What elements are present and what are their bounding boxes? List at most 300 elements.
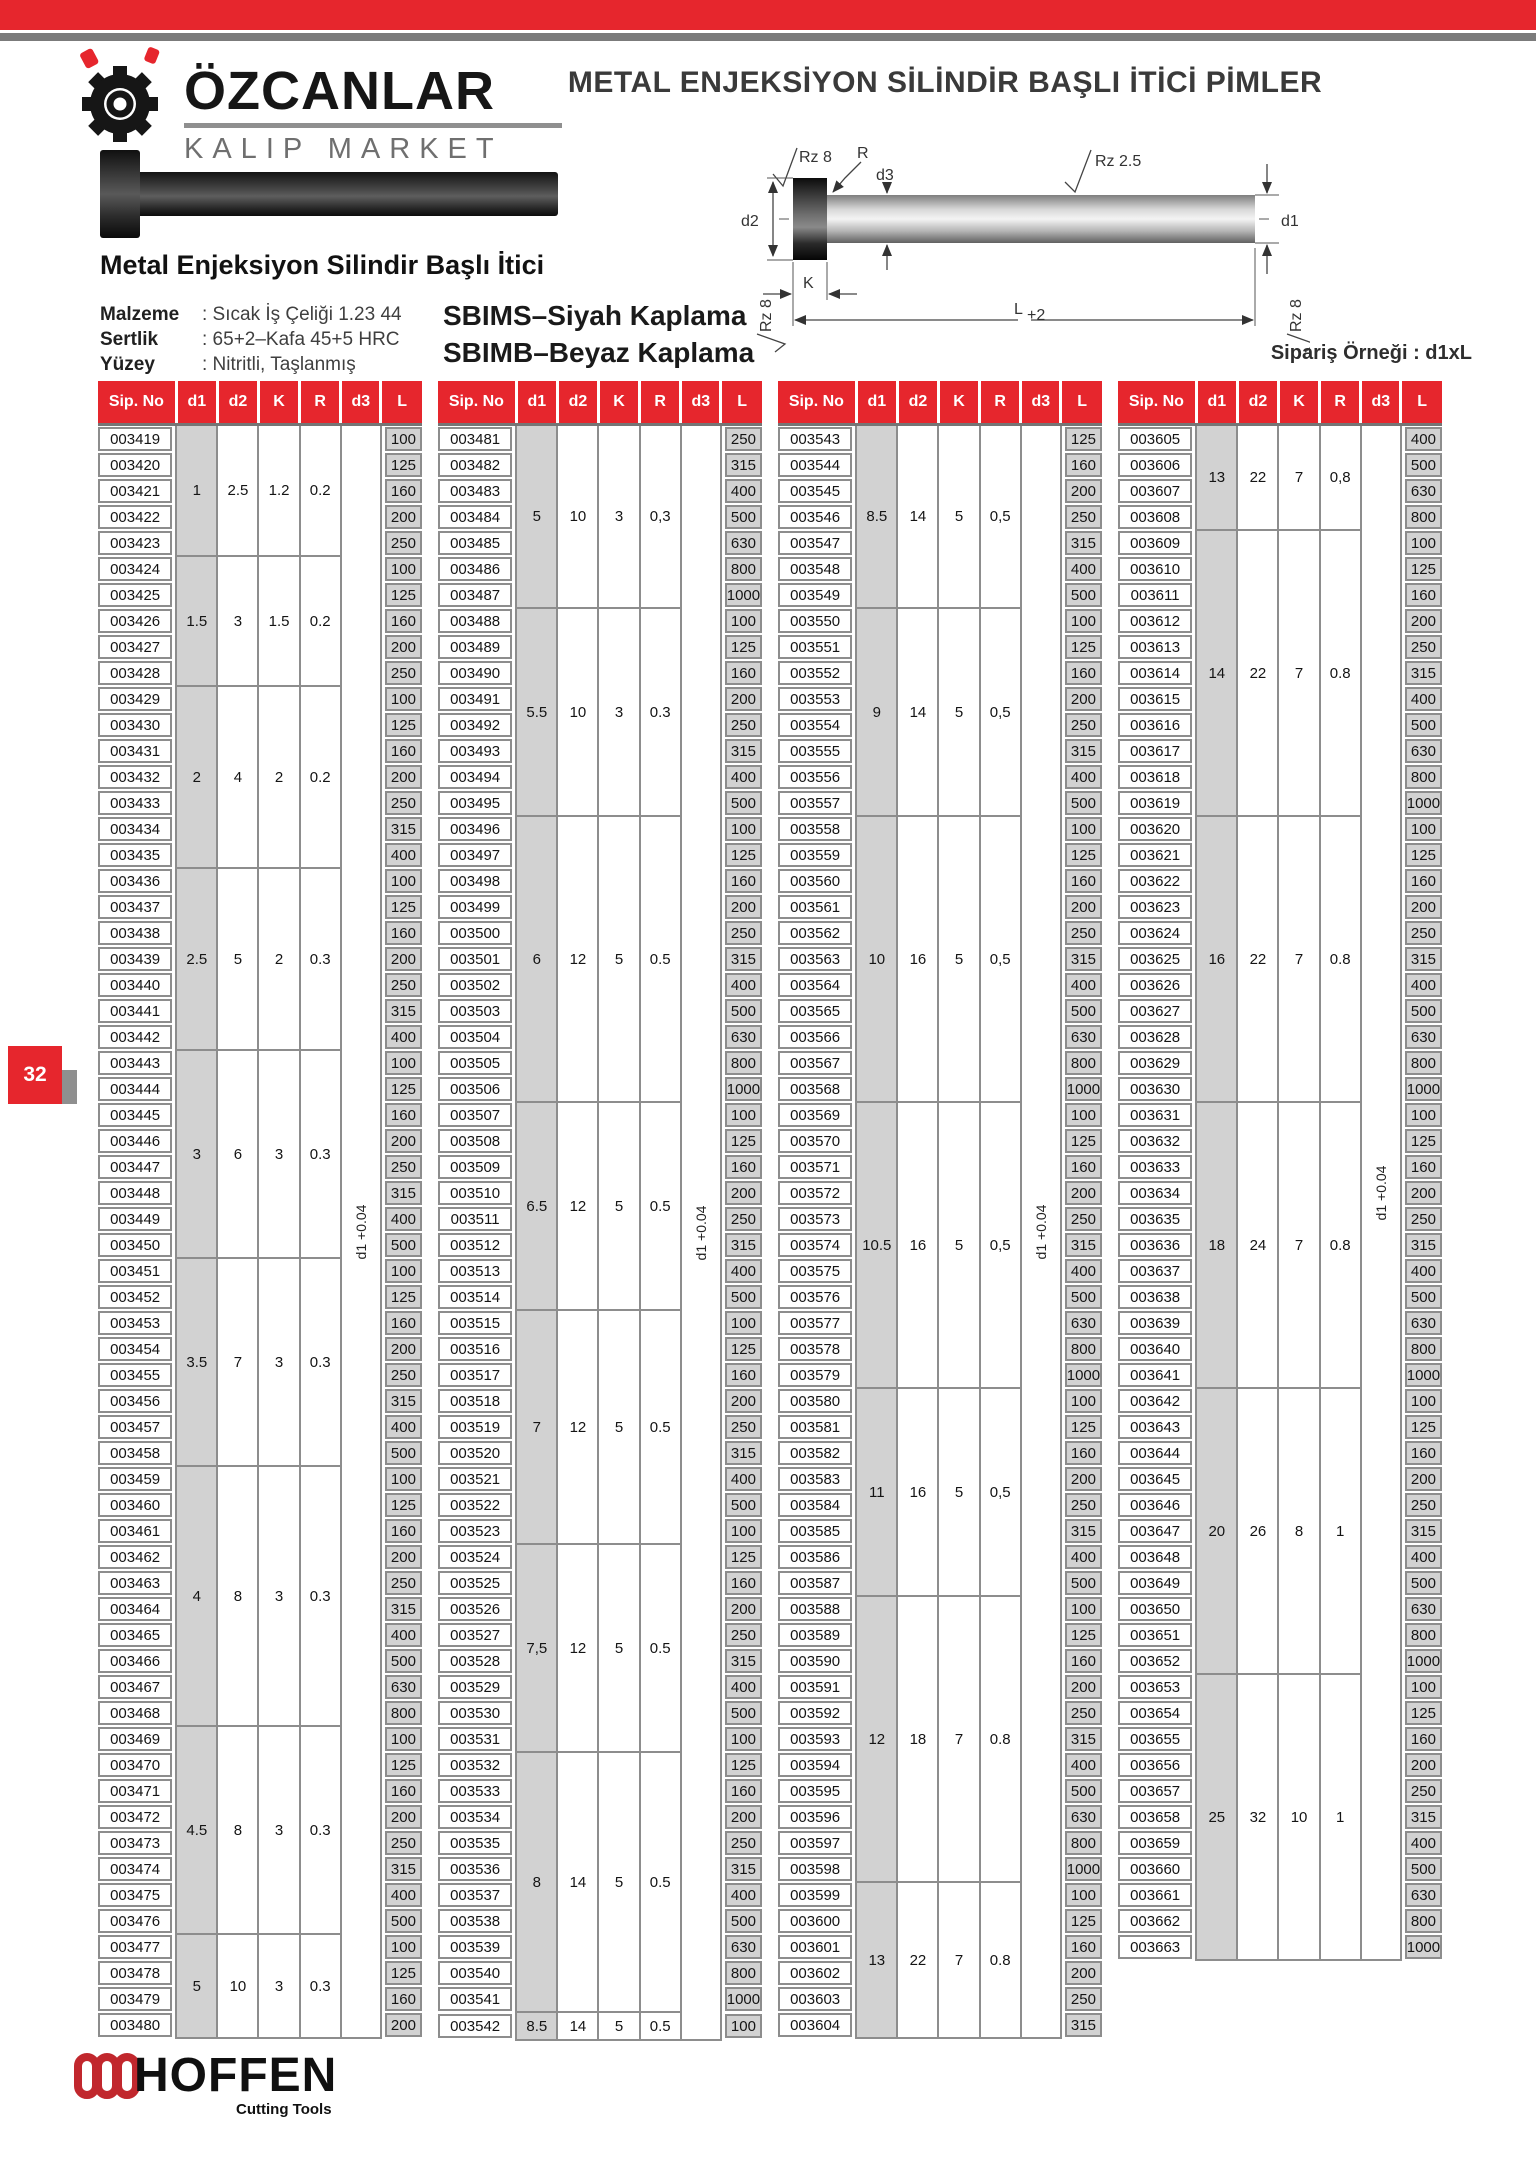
spec-label: Sertlik	[100, 328, 159, 350]
sip-no: 003426	[98, 609, 172, 633]
sip-no: 003493	[438, 739, 512, 763]
sip-no: 003465	[98, 1623, 172, 1647]
sip-no: 003591	[778, 1675, 852, 1699]
sip-no: 003498	[438, 869, 512, 893]
length-value: 200	[1065, 895, 1102, 919]
length-value: 1000	[1405, 791, 1442, 815]
sip-no: 003584	[778, 1493, 852, 1517]
length-value: 315	[385, 1857, 422, 1881]
page-title: METAL ENJEKSİYON SİLİNDİR BAŞLI İTİCİ PİMLER	[567, 66, 1323, 99]
length-value: 400	[725, 1259, 762, 1283]
length-value: 250	[385, 661, 422, 685]
spec-row-malzeme	[100, 302, 402, 327]
length-value: 160	[725, 661, 762, 685]
d1-value: 13	[856, 1882, 897, 2038]
sip-no: 003501	[438, 947, 512, 971]
sip-no: 003553	[778, 687, 852, 711]
k-value: 3	[258, 1050, 299, 1258]
sip-no: 003459	[98, 1467, 172, 1491]
sip-no: 003526	[438, 1597, 512, 1621]
sip-no: 003661	[1118, 1883, 1192, 1907]
sip-no: 003458	[98, 1441, 172, 1465]
d3-column	[1361, 425, 1401, 1961]
length-value: 125	[725, 635, 762, 659]
sip-no: 003579	[778, 1363, 852, 1387]
length-value: 125	[725, 1129, 762, 1153]
sip-no: 003448	[98, 1181, 172, 1205]
length-value: 800	[1065, 1051, 1102, 1075]
length-value: 630	[725, 531, 762, 555]
sip-no: 003597	[778, 1831, 852, 1855]
d1-value: 1	[176, 425, 217, 557]
coating-sbimb: SBIMB–Beyaz Kaplama	[443, 336, 755, 368]
k-value: 1.5	[258, 556, 299, 686]
length-value: 630	[1405, 1883, 1442, 1907]
length-value: 200	[1405, 1467, 1442, 1491]
sip-no: 003654	[1118, 1701, 1192, 1725]
sip-no: 003569	[778, 1103, 852, 1127]
product-photo-head	[100, 150, 140, 238]
length-value: 200	[1405, 895, 1442, 919]
length-value: 100	[1065, 1103, 1102, 1127]
sip-no: 003649	[1118, 1571, 1192, 1595]
length-value: 125	[1065, 1129, 1102, 1153]
k-value: 2	[258, 868, 299, 1050]
length-value: 125	[1065, 843, 1102, 867]
length-value: 125	[385, 895, 422, 919]
length-value: 315	[725, 1649, 762, 1673]
sip-no: 003634	[1118, 1181, 1192, 1205]
length-value: 500	[1405, 713, 1442, 737]
length-value: 200	[385, 765, 422, 789]
length-value: 500	[1065, 791, 1102, 815]
length-value: 500	[725, 1701, 762, 1725]
sip-no: 003420	[98, 453, 172, 477]
length-value: 1000	[725, 583, 762, 607]
rz8-left-label: Rz 8	[758, 299, 775, 332]
product-photo	[100, 150, 560, 238]
sip-no: 003464	[98, 1597, 172, 1621]
sip-no: 003643	[1118, 1415, 1192, 1439]
length-value: 200	[1405, 1181, 1442, 1205]
d1-value: 13	[1196, 425, 1237, 531]
d2-value: 14	[557, 1752, 598, 2012]
column-header: L	[1061, 381, 1102, 425]
length-value: 160	[725, 1571, 762, 1595]
r-value: 0,5	[980, 816, 1021, 1102]
length-value: 100	[1065, 1883, 1102, 1907]
r-value: 0.8	[1320, 530, 1361, 816]
d1-value: 8	[516, 1752, 557, 2012]
length-value: 250	[725, 921, 762, 945]
d2-value: 2.5	[217, 425, 258, 557]
sip-no: 003554	[778, 713, 852, 737]
sip-no: 003542	[438, 2014, 512, 2038]
sip-no: 003497	[438, 843, 512, 867]
sip-no: 003552	[778, 661, 852, 685]
d2-value: 10	[557, 608, 598, 816]
spec-value: : Nitritli, Taşlanmış	[202, 353, 356, 375]
sip-no: 003601	[778, 1935, 852, 1959]
length-value: 200	[1065, 1961, 1102, 1985]
r-value: 0.3	[640, 608, 681, 816]
catalog-table-3	[778, 381, 1102, 2039]
length-value: 160	[1065, 661, 1102, 685]
length-value: 800	[725, 1051, 762, 1075]
length-value: 100	[725, 1519, 762, 1543]
sip-no: 003642	[1118, 1389, 1192, 1413]
product-heading: Metal Enjeksiyon Silindir Başlı İtici	[100, 250, 545, 280]
k-value: 3	[258, 1466, 299, 1726]
length-label: L	[1014, 301, 1023, 318]
r-value: 1	[1320, 1388, 1361, 1674]
page-number-tab: 32	[8, 1046, 62, 1104]
length-value: 160	[725, 1363, 762, 1387]
length-value: 400	[385, 1207, 422, 1231]
length-value: 160	[385, 1311, 422, 1335]
sip-no: 003441	[98, 999, 172, 1023]
sip-no: 003468	[98, 1701, 172, 1725]
d2-value: 14	[557, 2012, 598, 2040]
sip-no: 003482	[438, 453, 512, 477]
length-value: 250	[385, 1831, 422, 1855]
sip-no: 003613	[1118, 635, 1192, 659]
k-label: K	[803, 275, 814, 292]
sip-no: 003621	[1118, 843, 1192, 867]
spec-value: : Sıcak İş Çeliği 1.23 44	[202, 303, 402, 325]
length-value: 500	[1065, 999, 1102, 1023]
length-value: 100	[1065, 609, 1102, 633]
k-value: 5	[598, 1102, 639, 1310]
length-value: 630	[385, 1675, 422, 1699]
length-value: 160	[1405, 1441, 1442, 1465]
sip-no: 003514	[438, 1285, 512, 1309]
r-value: 0,5	[980, 1102, 1021, 1388]
sip-no: 003492	[438, 713, 512, 737]
sip-no: 003583	[778, 1467, 852, 1491]
spec-label: Malzeme	[100, 303, 180, 325]
top-gray-bar	[0, 33, 1536, 41]
catalog-table-4	[1118, 381, 1442, 1961]
sip-no: 003528	[438, 1649, 512, 1673]
r-value: 0,3	[640, 425, 681, 609]
k-value: 7	[1278, 1102, 1319, 1388]
length-value: 100	[385, 869, 422, 893]
length-value: 500	[1405, 1571, 1442, 1595]
column-header: Sip. No	[438, 381, 516, 425]
length-value: 100	[385, 1051, 422, 1075]
spec-value: : 65+2–Kafa 45+5 HRC	[202, 328, 400, 350]
length-value: 800	[385, 1701, 422, 1725]
sip-no: 003419	[98, 427, 172, 451]
sip-no: 003533	[438, 1779, 512, 1803]
d1-value: 6.5	[516, 1102, 557, 1310]
length-value: 125	[385, 453, 422, 477]
sip-no: 003532	[438, 1753, 512, 1777]
length-value: 100	[1405, 1389, 1442, 1413]
sip-no: 003476	[98, 1909, 172, 1933]
sip-no: 003510	[438, 1181, 512, 1205]
sip-no: 003606	[1118, 453, 1192, 477]
d2-value: 6	[217, 1050, 258, 1258]
sip-no: 003507	[438, 1103, 512, 1127]
r-value: 0.5	[640, 1752, 681, 2012]
sip-no: 003537	[438, 1883, 512, 1907]
sip-no: 003575	[778, 1259, 852, 1283]
length-value: 125	[385, 1493, 422, 1517]
sip-no: 003534	[438, 1805, 512, 1829]
table-header-row	[438, 381, 762, 425]
k-value: 1.2	[258, 425, 299, 557]
k-value: 5	[598, 1310, 639, 1544]
length-value: 250	[1065, 1987, 1102, 2011]
sip-no: 003421	[98, 479, 172, 503]
length-value: 315	[1405, 1519, 1442, 1543]
length-value: 125	[385, 583, 422, 607]
length-value: 200	[725, 1389, 762, 1413]
sip-no: 003571	[778, 1155, 852, 1179]
length-value: 630	[1065, 1311, 1102, 1335]
length-value: 250	[1065, 921, 1102, 945]
catalog-table-1	[98, 381, 422, 2039]
length-value: 315	[1065, 1519, 1102, 1543]
sip-no: 003567	[778, 1051, 852, 1075]
sip-no: 003446	[98, 1129, 172, 1153]
d2-value: 5	[217, 868, 258, 1050]
length-value: 160	[385, 1103, 422, 1127]
length-value: 500	[725, 999, 762, 1023]
k-value: 7	[1278, 530, 1319, 816]
brand-name: ÖZCANLAR	[184, 61, 495, 121]
sip-no: 003560	[778, 869, 852, 893]
sip-no: 003521	[438, 1467, 512, 1491]
length-value: 800	[1405, 1909, 1442, 1933]
sip-no: 003656	[1118, 1753, 1192, 1777]
sip-no: 003655	[1118, 1727, 1192, 1751]
sip-no: 003509	[438, 1155, 512, 1179]
length-value: 400	[1405, 1545, 1442, 1569]
sip-no: 003557	[778, 791, 852, 815]
length-value: 630	[1065, 1805, 1102, 1829]
length-value: 160	[1065, 869, 1102, 893]
length-value: 800	[1405, 1337, 1442, 1361]
r-value: 0.5	[640, 1310, 681, 1544]
length-value: 100	[1405, 531, 1442, 555]
coating-options	[443, 298, 754, 372]
length-value: 250	[1405, 921, 1442, 945]
brand-divider	[184, 123, 562, 128]
length-value: 315	[1065, 1233, 1102, 1257]
d1-value: 1.5	[176, 556, 217, 686]
sip-no: 003437	[98, 895, 172, 919]
sip-no: 003442	[98, 1025, 172, 1049]
sip-no: 003499	[438, 895, 512, 919]
column-header: K	[258, 381, 299, 425]
sip-no: 003477	[98, 1935, 172, 1959]
sip-no: 003515	[438, 1311, 512, 1335]
sip-no: 003506	[438, 1077, 512, 1101]
catalog-table-2	[438, 381, 762, 2041]
column-header: L	[1401, 381, 1442, 425]
length-value: 250	[385, 531, 422, 555]
sip-no: 003484	[438, 505, 512, 529]
k-value: 5	[598, 816, 639, 1102]
r-value: 0,5	[980, 1388, 1021, 1596]
length-value: 125	[1405, 1415, 1442, 1439]
r-value: 0.8	[1320, 816, 1361, 1102]
length-value: 315	[385, 817, 422, 841]
sip-no: 003483	[438, 479, 512, 503]
length-value: 200	[1065, 479, 1102, 503]
d1-value: 20	[1196, 1388, 1237, 1674]
r-value: 0.3	[300, 1258, 341, 1466]
sip-no: 003577	[778, 1311, 852, 1335]
brand-logo	[70, 46, 562, 164]
length-value: 160	[1405, 1155, 1442, 1179]
sip-no: 003443	[98, 1051, 172, 1075]
length-value: 500	[725, 791, 762, 815]
length-value: 400	[1065, 1259, 1102, 1283]
length-value: 500	[1065, 583, 1102, 607]
sip-no: 003572	[778, 1181, 852, 1205]
sip-no: 003527	[438, 1623, 512, 1647]
sip-no: 003449	[98, 1207, 172, 1231]
sip-no: 003500	[438, 921, 512, 945]
column-header: d1	[1196, 381, 1237, 425]
r-value: 0.2	[300, 686, 341, 868]
length-value: 500	[725, 505, 762, 529]
sip-no: 003475	[98, 1883, 172, 1907]
length-value: 250	[385, 1155, 422, 1179]
rz8-top-label: Rz 8	[799, 149, 832, 166]
d1-value: 11	[856, 1388, 897, 1596]
length-value: 250	[1065, 713, 1102, 737]
sip-no: 003630	[1118, 1077, 1192, 1101]
length-value: 315	[725, 1233, 762, 1257]
sip-no: 003618	[1118, 765, 1192, 789]
d3-column	[341, 425, 381, 2039]
length-value: 200	[725, 1805, 762, 1829]
length-value: 160	[1065, 453, 1102, 477]
length-value: 250	[725, 1207, 762, 1231]
length-value: 125	[1065, 1909, 1102, 1933]
sip-no: 003543	[778, 427, 852, 451]
length-value: 200	[725, 687, 762, 711]
sip-no: 003478	[98, 1961, 172, 1985]
sip-no: 003438	[98, 921, 172, 945]
length-value: 500	[385, 1649, 422, 1673]
length-value: 400	[725, 1883, 762, 1907]
d2-value: 26	[1237, 1388, 1278, 1674]
sip-no: 003453	[98, 1311, 172, 1335]
length-value: 250	[1405, 1207, 1442, 1231]
length-value: 125	[385, 1285, 422, 1309]
d1-value: 25	[1196, 1674, 1237, 1960]
column-header: d1	[516, 381, 557, 425]
sip-no: 003616	[1118, 713, 1192, 737]
length-value: 315	[385, 1389, 422, 1413]
length-value: 125	[1405, 1129, 1442, 1153]
d2-value: 3	[217, 556, 258, 686]
length-value: 315	[1065, 739, 1102, 763]
d1-value: 7,5	[516, 1544, 557, 1752]
sip-no: 003640	[1118, 1337, 1192, 1361]
length-value: 100	[385, 557, 422, 581]
length-value: 1000	[1065, 1857, 1102, 1881]
length-value: 100	[725, 1311, 762, 1335]
d1-value: 18	[1196, 1102, 1237, 1388]
sip-no: 003653	[1118, 1675, 1192, 1699]
length-value: 630	[1065, 1025, 1102, 1049]
length-value: 315	[1405, 947, 1442, 971]
length-value: 100	[1405, 1103, 1442, 1127]
sip-no: 003599	[778, 1883, 852, 1907]
length-value: 500	[1065, 1285, 1102, 1309]
length-value: 100	[1065, 1389, 1102, 1413]
radius-label: R	[857, 145, 869, 162]
sip-no: 003460	[98, 1493, 172, 1517]
column-header: R	[1320, 381, 1361, 425]
column-header: d1	[856, 381, 897, 425]
sip-no: 003600	[778, 1909, 852, 1933]
length-value: 200	[725, 1597, 762, 1621]
sip-no: 003619	[1118, 791, 1192, 815]
length-value: 160	[385, 739, 422, 763]
length-value: 100	[1065, 1597, 1102, 1621]
length-value: 400	[1065, 765, 1102, 789]
sip-no: 003520	[438, 1441, 512, 1465]
sip-no: 003530	[438, 1701, 512, 1725]
sip-no: 003422	[98, 505, 172, 529]
length-value: 400	[385, 843, 422, 867]
d2-value: 14	[897, 425, 938, 609]
length-value: 160	[385, 609, 422, 633]
length-value: 100	[725, 1103, 762, 1127]
sip-no: 003535	[438, 1831, 512, 1855]
length-value: 630	[1405, 1311, 1442, 1335]
d2-value: 7	[217, 1258, 258, 1466]
length-value: 800	[1405, 765, 1442, 789]
d1-value: 14	[1196, 530, 1237, 816]
k-value: 5	[598, 1544, 639, 1752]
table-header-row	[778, 381, 1102, 425]
sip-no: 003603	[778, 1987, 852, 2011]
d1-value: 5	[176, 1934, 217, 2038]
length-value: 315	[385, 999, 422, 1023]
r-value: 1	[1320, 1674, 1361, 1960]
d2-value: 22	[1237, 530, 1278, 816]
length-value: 250	[1405, 1779, 1442, 1803]
spec-row-yuzey	[100, 352, 402, 377]
d3-column	[681, 425, 721, 2041]
length-value: 315	[1065, 2013, 1102, 2037]
length-value: 315	[385, 1597, 422, 1621]
sip-no: 003563	[778, 947, 852, 971]
sip-no: 003652	[1118, 1649, 1192, 1673]
length-value: 200	[1065, 1675, 1102, 1699]
sip-no: 003548	[778, 557, 852, 581]
length-value: 160	[1405, 1727, 1442, 1751]
d1-value: 2.5	[176, 868, 217, 1050]
k-value: 3	[598, 425, 639, 609]
sip-no: 003624	[1118, 921, 1192, 945]
k-value: 7	[1278, 425, 1319, 531]
sip-no: 003538	[438, 1909, 512, 1933]
length-value: 500	[1405, 999, 1442, 1023]
sip-no: 003565	[778, 999, 852, 1023]
length-value: 500	[385, 1909, 422, 1933]
d3-label: d3	[876, 167, 894, 184]
